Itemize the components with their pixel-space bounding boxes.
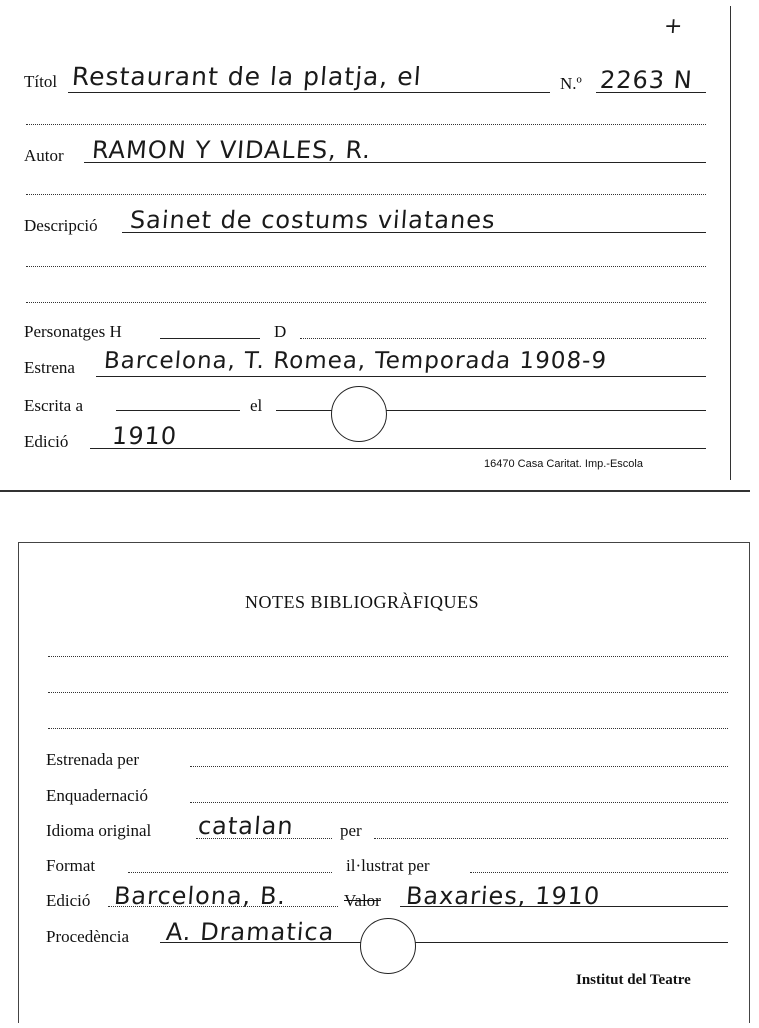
personatges-label: Personatges H: [24, 322, 122, 341]
personatges-d-line: [300, 338, 706, 339]
edicio-back-label: Edició: [46, 891, 91, 910]
estrena-label: Estrena: [24, 358, 75, 377]
format-line: [128, 872, 332, 873]
descripcio-extra-line-2: [26, 302, 706, 303]
enquadernacio-label: Enquadernació: [46, 786, 148, 805]
edicio-back-line: [108, 906, 338, 907]
personatges-d-label: D: [274, 322, 287, 341]
titol-line: [68, 92, 550, 93]
procedencia-value: A. Dramatica: [165, 918, 336, 946]
autor-value: RAMON Y VIDALES, R.: [91, 136, 373, 164]
el-label: el: [250, 396, 263, 415]
edicio-value: 1910: [111, 422, 179, 450]
numero-value: 2263 N: [599, 66, 694, 94]
procedencia-line: [160, 942, 728, 943]
procedencia-label: Procedència: [46, 927, 130, 946]
idioma-label: Idioma original: [46, 821, 152, 840]
illustrat-line: [470, 872, 728, 873]
punch-hole: [331, 386, 387, 442]
numero-line: [596, 92, 706, 93]
illustrat-label: il·lustrat per: [346, 856, 430, 875]
descripcio-line: [122, 232, 706, 233]
estrenada-label: Estrenada per: [46, 750, 139, 769]
valor-value: Baxaries, 1910: [405, 882, 602, 910]
titol-label: Títol: [24, 72, 58, 91]
titol-extra-line: [26, 124, 706, 125]
escrita-label: Escrita a: [24, 396, 83, 415]
per-label: per: [340, 821, 362, 840]
punch-hole-back: [360, 918, 416, 974]
descripcio-label: Descripció: [24, 216, 98, 235]
autor-line: [84, 162, 706, 163]
edicio-back-value: Barcelona, B.: [113, 882, 288, 910]
notes-heading: NOTES BIBLIOGRÀFIQUES: [245, 592, 480, 612]
valor-label: Valor: [344, 891, 381, 910]
card-separator: [0, 490, 750, 492]
format-label: Format: [46, 856, 96, 875]
enquadernacio-line: [190, 802, 728, 803]
edicio-line: [90, 448, 706, 449]
estrenada-line: [190, 766, 728, 767]
printer-imprint: 16470 Casa Caritat. Imp.-Escola: [484, 458, 643, 470]
descripcio-value: Sainet de costums vilatanes: [129, 206, 497, 234]
estrena-line: [96, 376, 706, 377]
escrita-line: [116, 410, 240, 411]
notes-line-2: [48, 692, 728, 693]
corner-mark: +: [663, 14, 685, 39]
valor-line: [400, 906, 728, 907]
titol-value: Restaurant de la platja, el: [70, 62, 423, 91]
institution-name: Institut del Teatre: [576, 972, 691, 988]
estrena-value: Barcelona, T. Romea, Temporada 1908-9: [103, 348, 608, 374]
notes-line-3: [48, 728, 728, 729]
autor-extra-line: [26, 194, 706, 195]
numero-label: N.º: [560, 74, 582, 93]
notes-line-1: [48, 656, 728, 657]
personatges-h-line: [160, 338, 260, 339]
edicio-label: Edició: [24, 432, 69, 451]
per-line: [374, 838, 728, 839]
descripcio-extra-line-1: [26, 266, 706, 267]
autor-label: Autor: [24, 146, 64, 165]
idioma-line: [196, 838, 332, 839]
idioma-value: catalan: [197, 812, 295, 840]
